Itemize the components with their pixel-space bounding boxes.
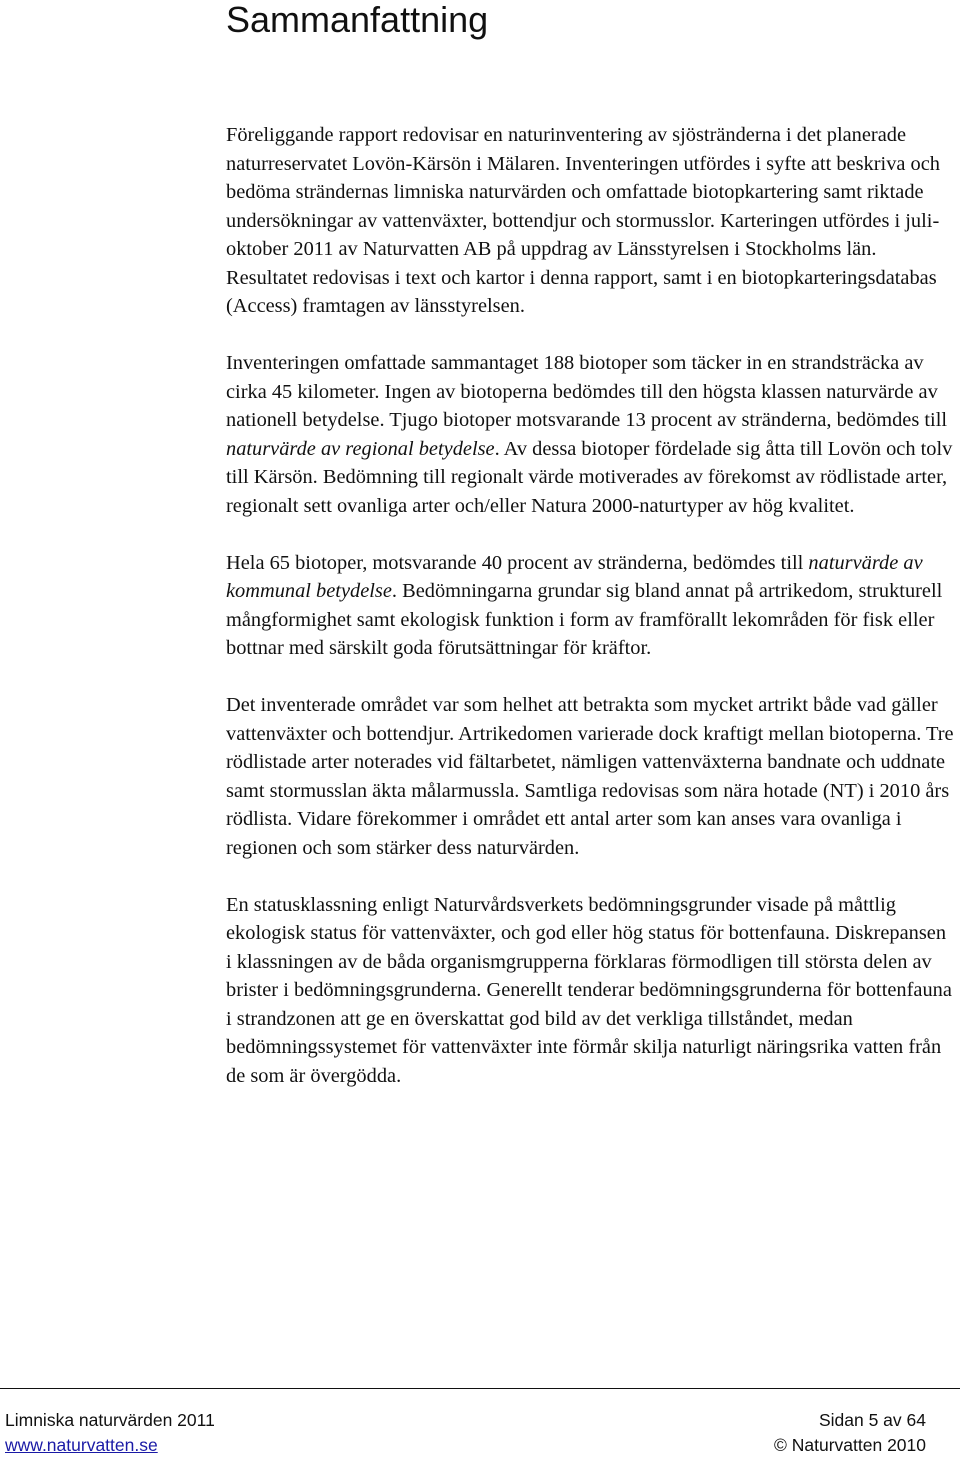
footer-website-link[interactable]: www.naturvatten.se [5, 1435, 158, 1455]
footer-divider [0, 1388, 960, 1389]
paragraph-2 [226, 349, 956, 520]
paragraph-4 [226, 691, 956, 862]
paragraph-text: . Bedömningarna grundar sig bland annat på artrikedom, strukturell mångformighet samt ekologisk funktion i form av framförallt lekområden för fisk eller bottnar med särskilt goda förutsättningar för kräftor. [226, 580, 943, 659]
paragraph-text: En statusklassning enligt Naturvårdsverkets bedömningsgrunder visade på måttlig ekologisk status för vattenväxter, och god eller hög status för bottenfauna. Diskrepansen i klassningen av de båda organismgrupperna förklaras förmodligen till största delen av brister i bedömningsgrunderna. Generellt tenderar bedömningsgrunderna för bottenfauna i strandzonen att ge en överskattat god bild av det verkliga tillståndet, medan bedömningssystemet för vattenväxter inte förmår skilja naturligt näringsrika vatten från de som är övergödda. [226, 893, 952, 1087]
italic-term-municipal-value: naturvärde av kommunal betydelse [226, 551, 923, 602]
paragraph-3 [226, 549, 956, 663]
paragraph-text: Inventeringen omfattade sammantaget 188 biotoper som täcker in en strandsträcka av cirka 45 kilometer. Ingen av biotoperna bedömdes till den högsta klassen naturvärde av nationell betydelse. Tjugo biotoper motsvarande 13 procent av stränderna, bedömdes till [226, 352, 948, 431]
paragraph-1 [226, 121, 956, 321]
paragraph-5 [226, 891, 956, 1091]
paragraph-text: Det inventerade området var som helhet att betrakta som mycket artrikt både vad gäller vattenväxter och bottendjur. Artrikedomen varierade dock kraftigt mellan biotoperna. Tre rödlistade arter noterades vid fältarbetet, nämligen vattenväxterna bandnate och uddnate samt stormusslan äkta målarmussla. Samtliga redovisas som nära hotade (NT) i 2010 års rödlista. Vidare förekommer i området ett antal arter som kan anses vara ovanliga i regionen och som stärker dess naturvärden. [226, 694, 954, 859]
paragraph-text: . Av dessa biotoper fördelade sig åtta till Lovön och tolv till Kärsön. Bedömning till regionalt värde motiverades av förekomst av rödlistade arter, regionalt sett ovanliga arter och/eller Natura 2000-naturtyper av hög kvalitet. [226, 437, 953, 517]
summary-body [226, 121, 956, 1119]
footer-copyright: © Naturvatten 2010 [773, 1435, 926, 1455]
footer-page-number: Sidan 5 av 64 [818, 1410, 926, 1430]
paragraph-text: Hela 65 biotoper, motsvarande 40 procent av stränderna, bedömdes till [226, 551, 809, 574]
page-title: Sammanfattning [226, 0, 489, 40]
paragraph-text: Föreliggande rapport redovisar en naturinventering av sjöstränderna i det planerade naturreservatet Lovön-Kärsön i Mälaren. Inventeringen utfördes i syfte att beskriva och bedöma strändernas limniska naturvärden och omfattade biotopkartering samt riktade undersökningar av vattenväxter, bottendjur och stormusslor. Karteringen utfördes i juli-oktober 2011 av Naturvatten AB på uppdrag av Länsstyrelsen i Stockholms län. Resultatet redovisas i text och kartor i denna rapport, samt i en biotopkarteringsdatabas (Access) framtagen av länsstyrelsen. [226, 124, 940, 317]
footer-report-name: Limniska naturvärden 2011 [5, 1410, 215, 1430]
italic-term-regional-value: naturvärde av regional betydelse [226, 437, 495, 460]
